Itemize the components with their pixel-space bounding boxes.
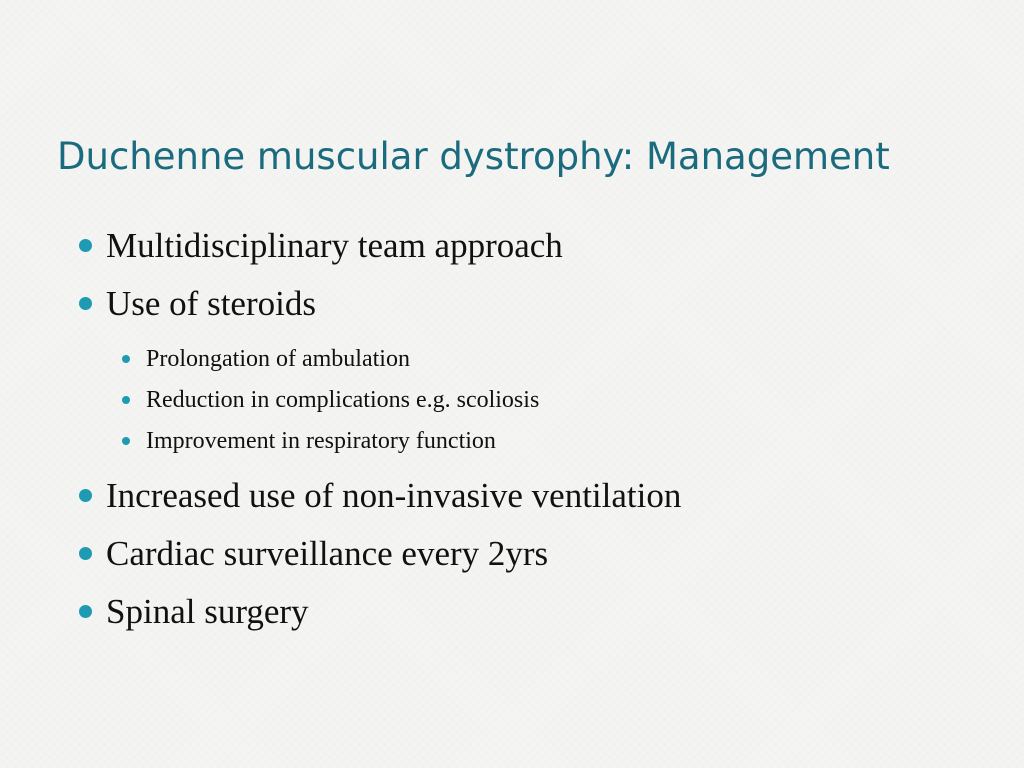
sub-bullet-item — [76, 421, 1006, 462]
bullet-text: Cardiac surveillance every 2yrs — [106, 534, 549, 573]
bullet-icon — [79, 297, 92, 310]
bullet-item — [76, 276, 1006, 334]
sub-bullet-icon — [122, 355, 130, 363]
bullet-item — [76, 218, 1006, 276]
bullet-item — [76, 526, 1006, 584]
sub-bullet-text: Improvement in respiratory function — [146, 428, 496, 454]
sub-bullet-item — [76, 380, 1006, 421]
bullet-list — [76, 218, 1006, 642]
sub-bullet-list — [76, 339, 1006, 462]
bullet-icon — [79, 239, 92, 252]
sub-bullet-text: Reduction in complications e.g. scoliosis — [146, 387, 540, 413]
bullet-text: Increased use of non-invasive ventilation — [106, 476, 682, 515]
bullet-text: Multidisciplinary team approach — [106, 226, 563, 265]
bullet-icon — [79, 489, 92, 502]
sub-bullet-icon — [122, 437, 130, 445]
bullet-text: Spinal surgery — [106, 592, 309, 631]
sub-bullet-text: Prolongation of ambulation — [146, 346, 410, 372]
bullet-icon — [79, 605, 92, 618]
bullet-icon — [79, 547, 92, 560]
bullet-item — [76, 468, 1006, 526]
sub-bullet-item — [76, 339, 1006, 380]
slide-title: Duchenne muscular dystrophy: Management — [57, 135, 890, 178]
bullet-text: Use of steroids — [106, 284, 316, 323]
sub-bullet-group — [76, 334, 1006, 468]
bullet-item — [76, 584, 1006, 642]
sub-bullet-icon — [122, 396, 130, 404]
